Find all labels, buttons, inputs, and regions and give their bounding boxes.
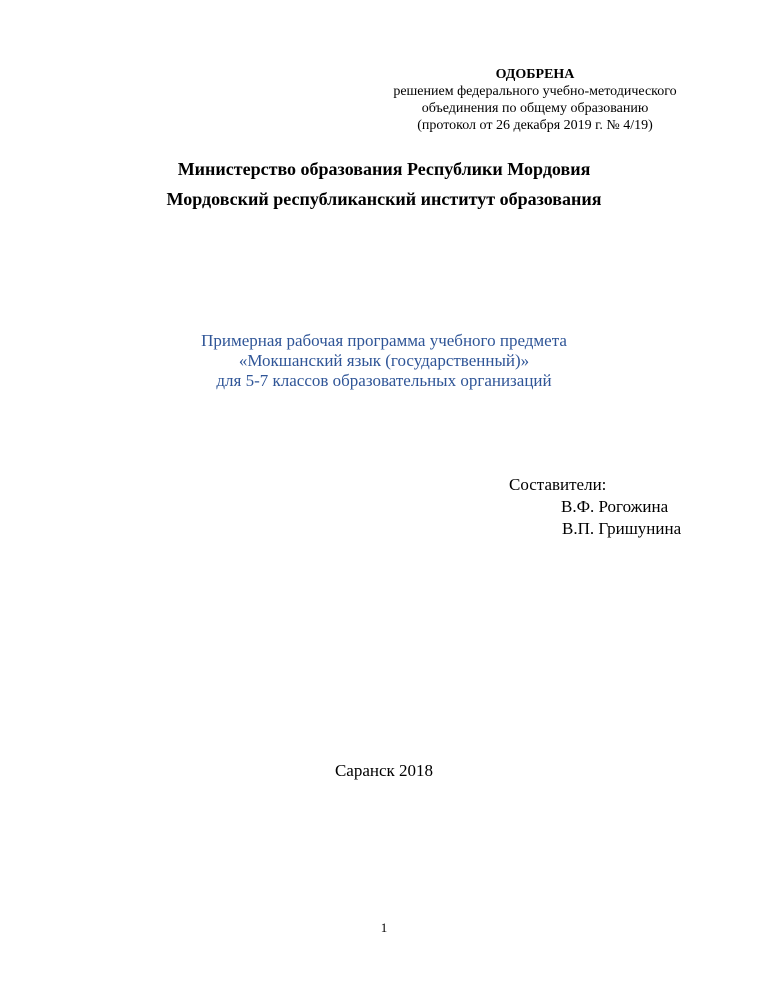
approval-title: ОДОБРЕНА <box>495 67 575 82</box>
institute-heading: Мордовский республиканский институт образования <box>166 189 602 209</box>
program-title-line-1: Примерная рабочая программа учебного предмета <box>201 331 567 350</box>
approval-line-2: объединения по общему образованию <box>421 101 649 116</box>
authors-block <box>509 474 681 540</box>
authors-label: Составители: <box>509 475 607 494</box>
author-name: В.Ф. Рогожина <box>561 497 669 516</box>
approval-line-3: (протокол от 26 декабря 2019 г. № 4/19) <box>417 118 653 133</box>
approval-stamp <box>360 66 710 134</box>
program-title-line-3: для 5-7 классов образовательных организаций <box>216 371 552 390</box>
page-number: 1 <box>380 920 388 935</box>
approval-line-1: решением федерального учебно-методического <box>393 84 677 99</box>
city-year: Саранск 2018 <box>334 761 434 780</box>
ministry-heading: Министерство образования Республики Мордовия <box>177 159 591 179</box>
program-title-line-2: «Мокшанский язык (государственный)» <box>238 351 530 370</box>
author-name: В.П. Гришунина <box>562 519 682 538</box>
program-title <box>0 331 768 391</box>
